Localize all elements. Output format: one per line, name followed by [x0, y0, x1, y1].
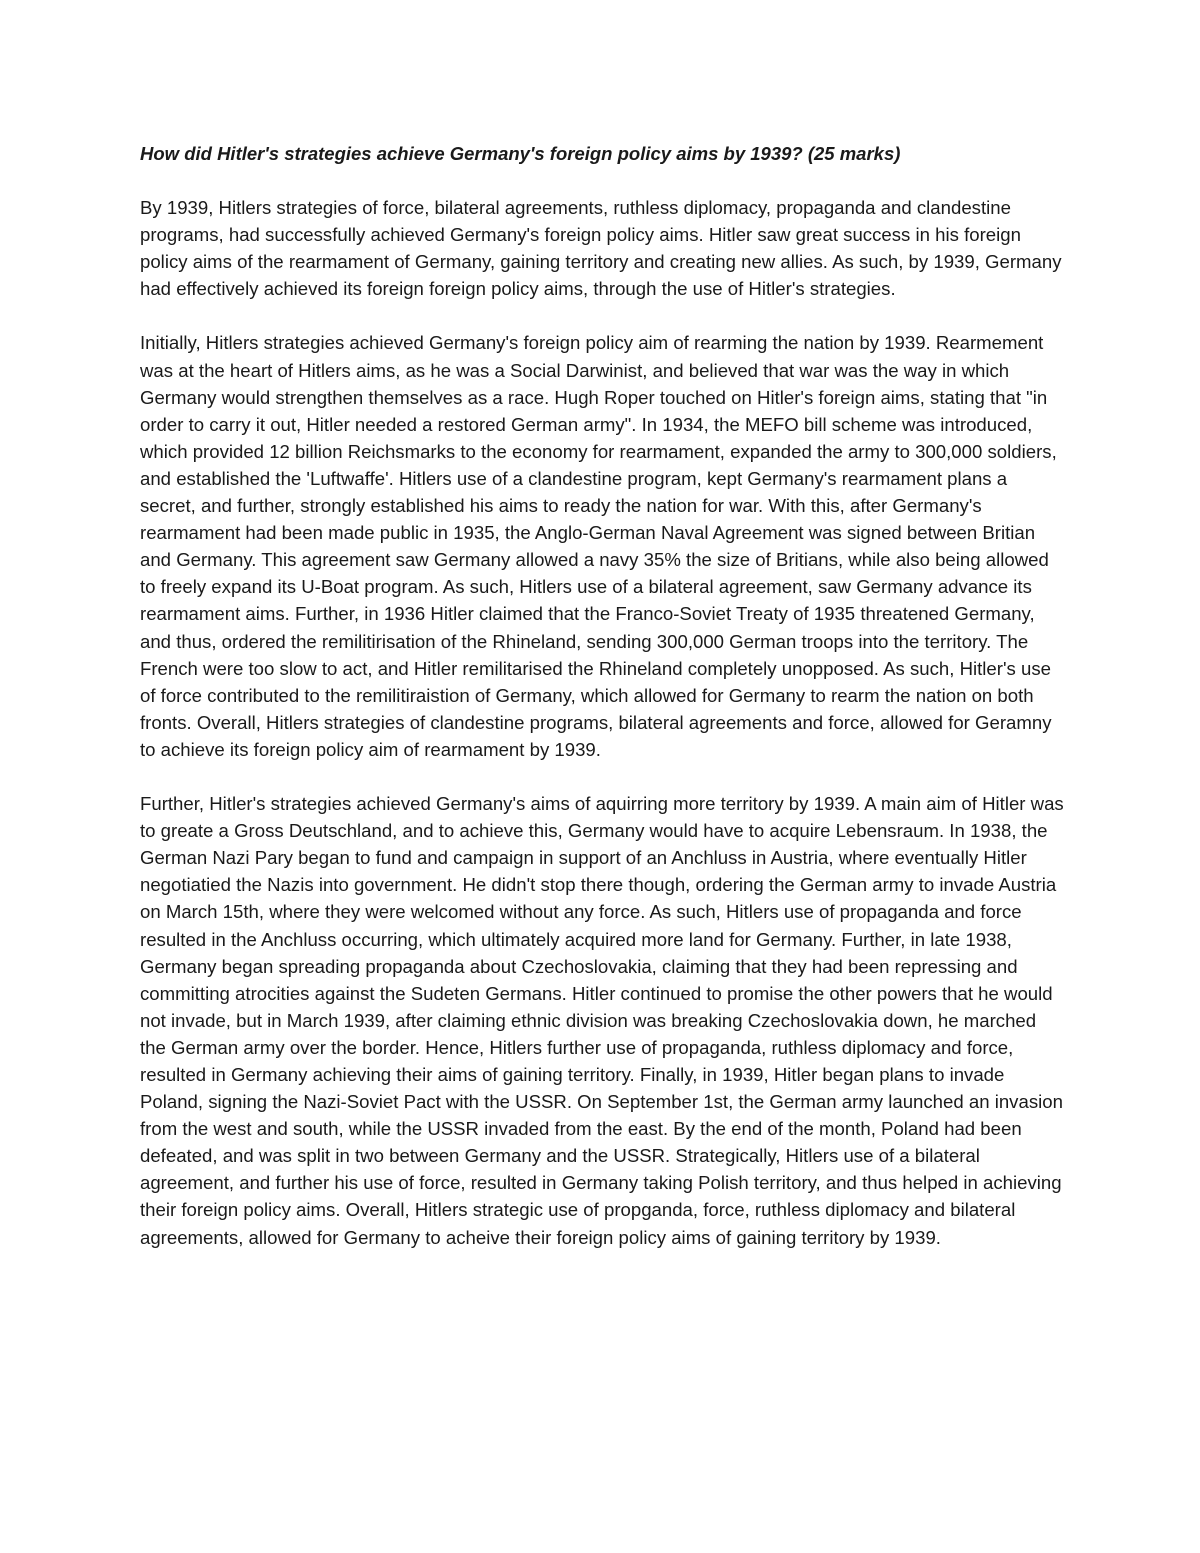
document-body: [140, 140, 1065, 1278]
rearmament-paragraph: Initially, Hitlers strategies achieved Germany's foreign policy aim of rearming the nation by 1939. Rearmement was at the heart of Hitlers aims, as he was a Social Darwinist, and believed that war was the way in which Germany would strengthen themselves as a race. Hugh Roper touched on Hitler's foreign aims, stating that "in order to carry it out, Hitler needed a restored German army". In 1934, the MEFO bill scheme was introduced, which provided 12 billion Reichsmarks to the economy for rearmament, expanded the army to 300,000 soldiers, and established the 'Luftwaffe'. Hitlers use of a clandestine program, kept Germany's rearmament plans a secret, and further, strongly established his aims to ready the nation for war. With this, after Germany's rearmament had been made public in 1935, the Anglo-German Naval Agreement was signed between Britian and Germany. This agreement saw Germany allowed a navy 35% the size of Britians, while also being allowed to freely expand its U-Boat program. As such, Hitlers use of a bilateral agreement, saw Germany advance its rearmament aims. Further, in 1936 Hitler claimed that the Franco-Soviet Treaty of 1935 threatened Germany, and thus, ordered the remilitirisation of the Rhineland, sending 300,000 German troops into the territory. The French were too slow to act, and Hitler remilitarised the Rhineland completely unopposed. As such, Hitler's use of force contributed to the remilitiraistion of Germany, which allowed for Germany to rearm the nation on both fronts. Overall, Hitlers strategies of clandestine programs, bilateral agreements and force, allowed for Geramny to achieve its foreign policy aim of rearmament by 1939.: [140, 332, 1057, 760]
introduction-paragraph: By 1939, Hitlers strategies of force, bilateral agreements, ruthless diplomacy, propaganda and clandestine programs, had successfully achieved Germany's foreign policy aims. Hitler saw great success in his foreign policy aims of the rearmament of Germany, gaining territory and creating new allies. As such, by 1939, Germany had effectively achieved its foreign foreign policy aims, through the use of Hitler's strategies.: [140, 197, 1062, 300]
essay-question-title: How did Hitler's strategies achieve Germany's foreign policy aims by 1939? (25 marks): [140, 143, 901, 164]
territory-paragraph: Further, Hitler's strategies achieved Germany's aims of aquirring more territory by 1939. A main aim of Hitler was to greate a Gross Deutschland, and to achieve this, Germany would have to acquire Lebensraum. In 1938, the German Nazi Pary began to fund and campaign in support of an Anchluss in Austria, where eventually Hitler negotiatied the Nazis into government. He didn't stop there though, ordering the German army to invade Austria on March 15th, where they were welcomed without any force. As such, Hitlers use of propaganda and force resulted in the Anchluss occurring, which ultimately acquired more land for Germany. Further, in late 1938, Germany began spreading propaganda about Czechoslovakia, claiming that they had been repressing and committing atrocities against the Sudeten Germans. Hitler continued to promise the other powers that he would not invade, but in March 1939, after claiming ethnic division was breaking Czechoslovakia down, he marched the German army over the border. Hence, Hitlers further use of propaganda, ruthless diplomacy and force, resulted in Germany achieving their aims of gaining territory. Finally, in 1939, Hitler began plans to invade Poland, signing the Nazi-Soviet Pact with the USSR. On September 1st, the German army launched an invasion from the west and south, while the USSR invaded from the east. By the end of the month, Poland had been defeated, and was split in two between Germany and the USSR. Strategically, Hitlers use of a bilateral agreement, and further his use of force, resulted in Germany taking Polish territory, and thus helped in achieving their foreign policy aims. Overall, Hitlers strategic use of propganda, force, ruthless diplomacy and bilateral agreements, allowed for Germany to acheive their foreign policy aims of gaining territory by 1939.: [140, 793, 1064, 1248]
